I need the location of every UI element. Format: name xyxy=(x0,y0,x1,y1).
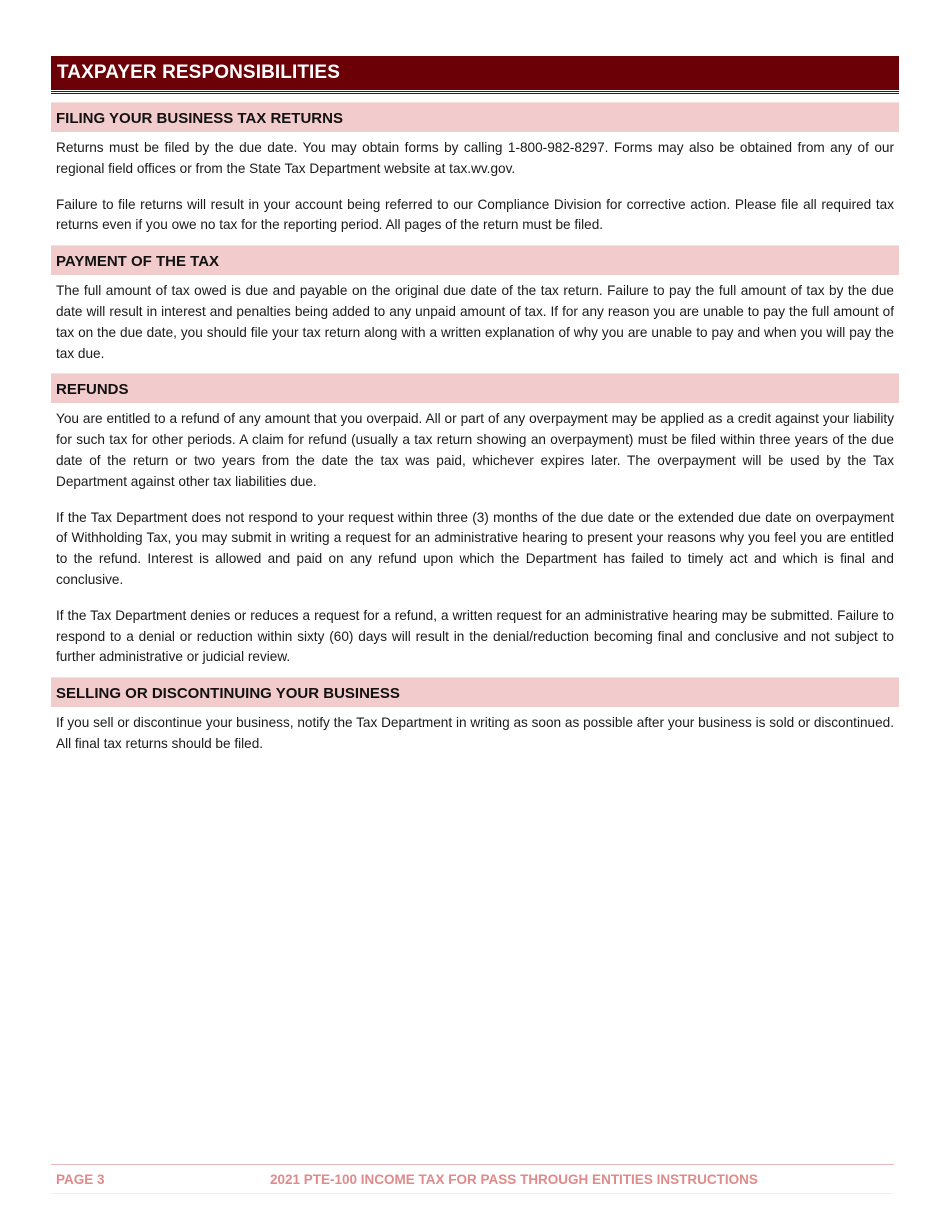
paragraph: Returns must be filed by the due date. You may obtain forms by calling 1-800-982-8297. Forms may also be obtained from any of our regional field offices or from the State Tax Department website at tax.wv.gov. xyxy=(56,140,894,176)
section-body xyxy=(51,707,899,755)
paragraph: If the Tax Department does not respond to your request within three (3) months of the due date or the extended due date on overpayment of Withholding Tax, you may submit in writing a request for an administrative hearing to present your reasons why you feel you are entitled to the refund. Interest is allowed and paid on any refund upon which the Department has failed to timely act and which is final and conclusive. xyxy=(56,509,894,587)
section-refunds xyxy=(51,373,899,668)
document-page xyxy=(51,56,899,761)
section-heading: REFUNDS xyxy=(51,373,899,403)
section-selling-business xyxy=(51,677,899,755)
section-body xyxy=(51,132,899,236)
section-payment-of-tax xyxy=(51,245,899,364)
page-title: TAXPAYER RESPONSIBILITIES xyxy=(51,56,899,93)
footer-page-number: PAGE 3 xyxy=(56,1172,105,1187)
section-heading: SELLING OR DISCONTINUING YOUR BUSINESS xyxy=(51,677,899,707)
paragraph: You are entitled to a refund of any amount that you overpaid. All or part of any overpayment may be applied as a credit against your liability for such tax for other periods. A claim for refund (usually a tax return showing an overpayment) must be filed within three years of the due date of the return or two years from the date the tax was paid, whichever expires later. The overpayment will be used by the Tax Department against other tax liabilities due. xyxy=(56,411,894,489)
section-filing-returns xyxy=(51,102,899,236)
footer-document-title: 2021 PTE-100 INCOME TAX FOR PASS THROUGH ENTITIES INSTRUCTIONS xyxy=(270,1172,758,1187)
paragraph: The full amount of tax owed is due and payable on the original due date of the tax return. Failure to pay the full amount of tax by the due date will result in interest and penalties being added to any unpaid amount of tax. If for any reason you are unable to pay the full amount of tax on the due date, you should file your tax return along with a written explanation of why you are unable to pay and when you will pay the tax due. xyxy=(56,283,894,361)
paragraph: If the Tax Department denies or reduces a request for a refund, a written request for an administrative hearing may be submitted. Failure to respond to a denial or reduction within sixty (60) days will result in the denial/reduction becoming final and conclusive and not subject to further administrative or judicial review. xyxy=(56,607,894,665)
section-heading: PAYMENT OF THE TAX xyxy=(51,245,899,275)
section-body xyxy=(51,403,899,668)
paragraph: If you sell or discontinue your business, notify the Tax Department in writing as soon as possible after your business is sold or discontinued. All final tax returns should be filed. xyxy=(56,715,894,751)
section-body xyxy=(51,275,899,364)
section-heading: FILING YOUR BUSINESS TAX RETURNS xyxy=(51,102,899,132)
paragraph: Failure to file returns will result in your account being referred to our Compliance Division for corrective action. Please file all required tax returns even if you owe no tax for the reporting period. All pages of the return must be filed. xyxy=(56,196,894,233)
page-footer xyxy=(51,1164,894,1194)
